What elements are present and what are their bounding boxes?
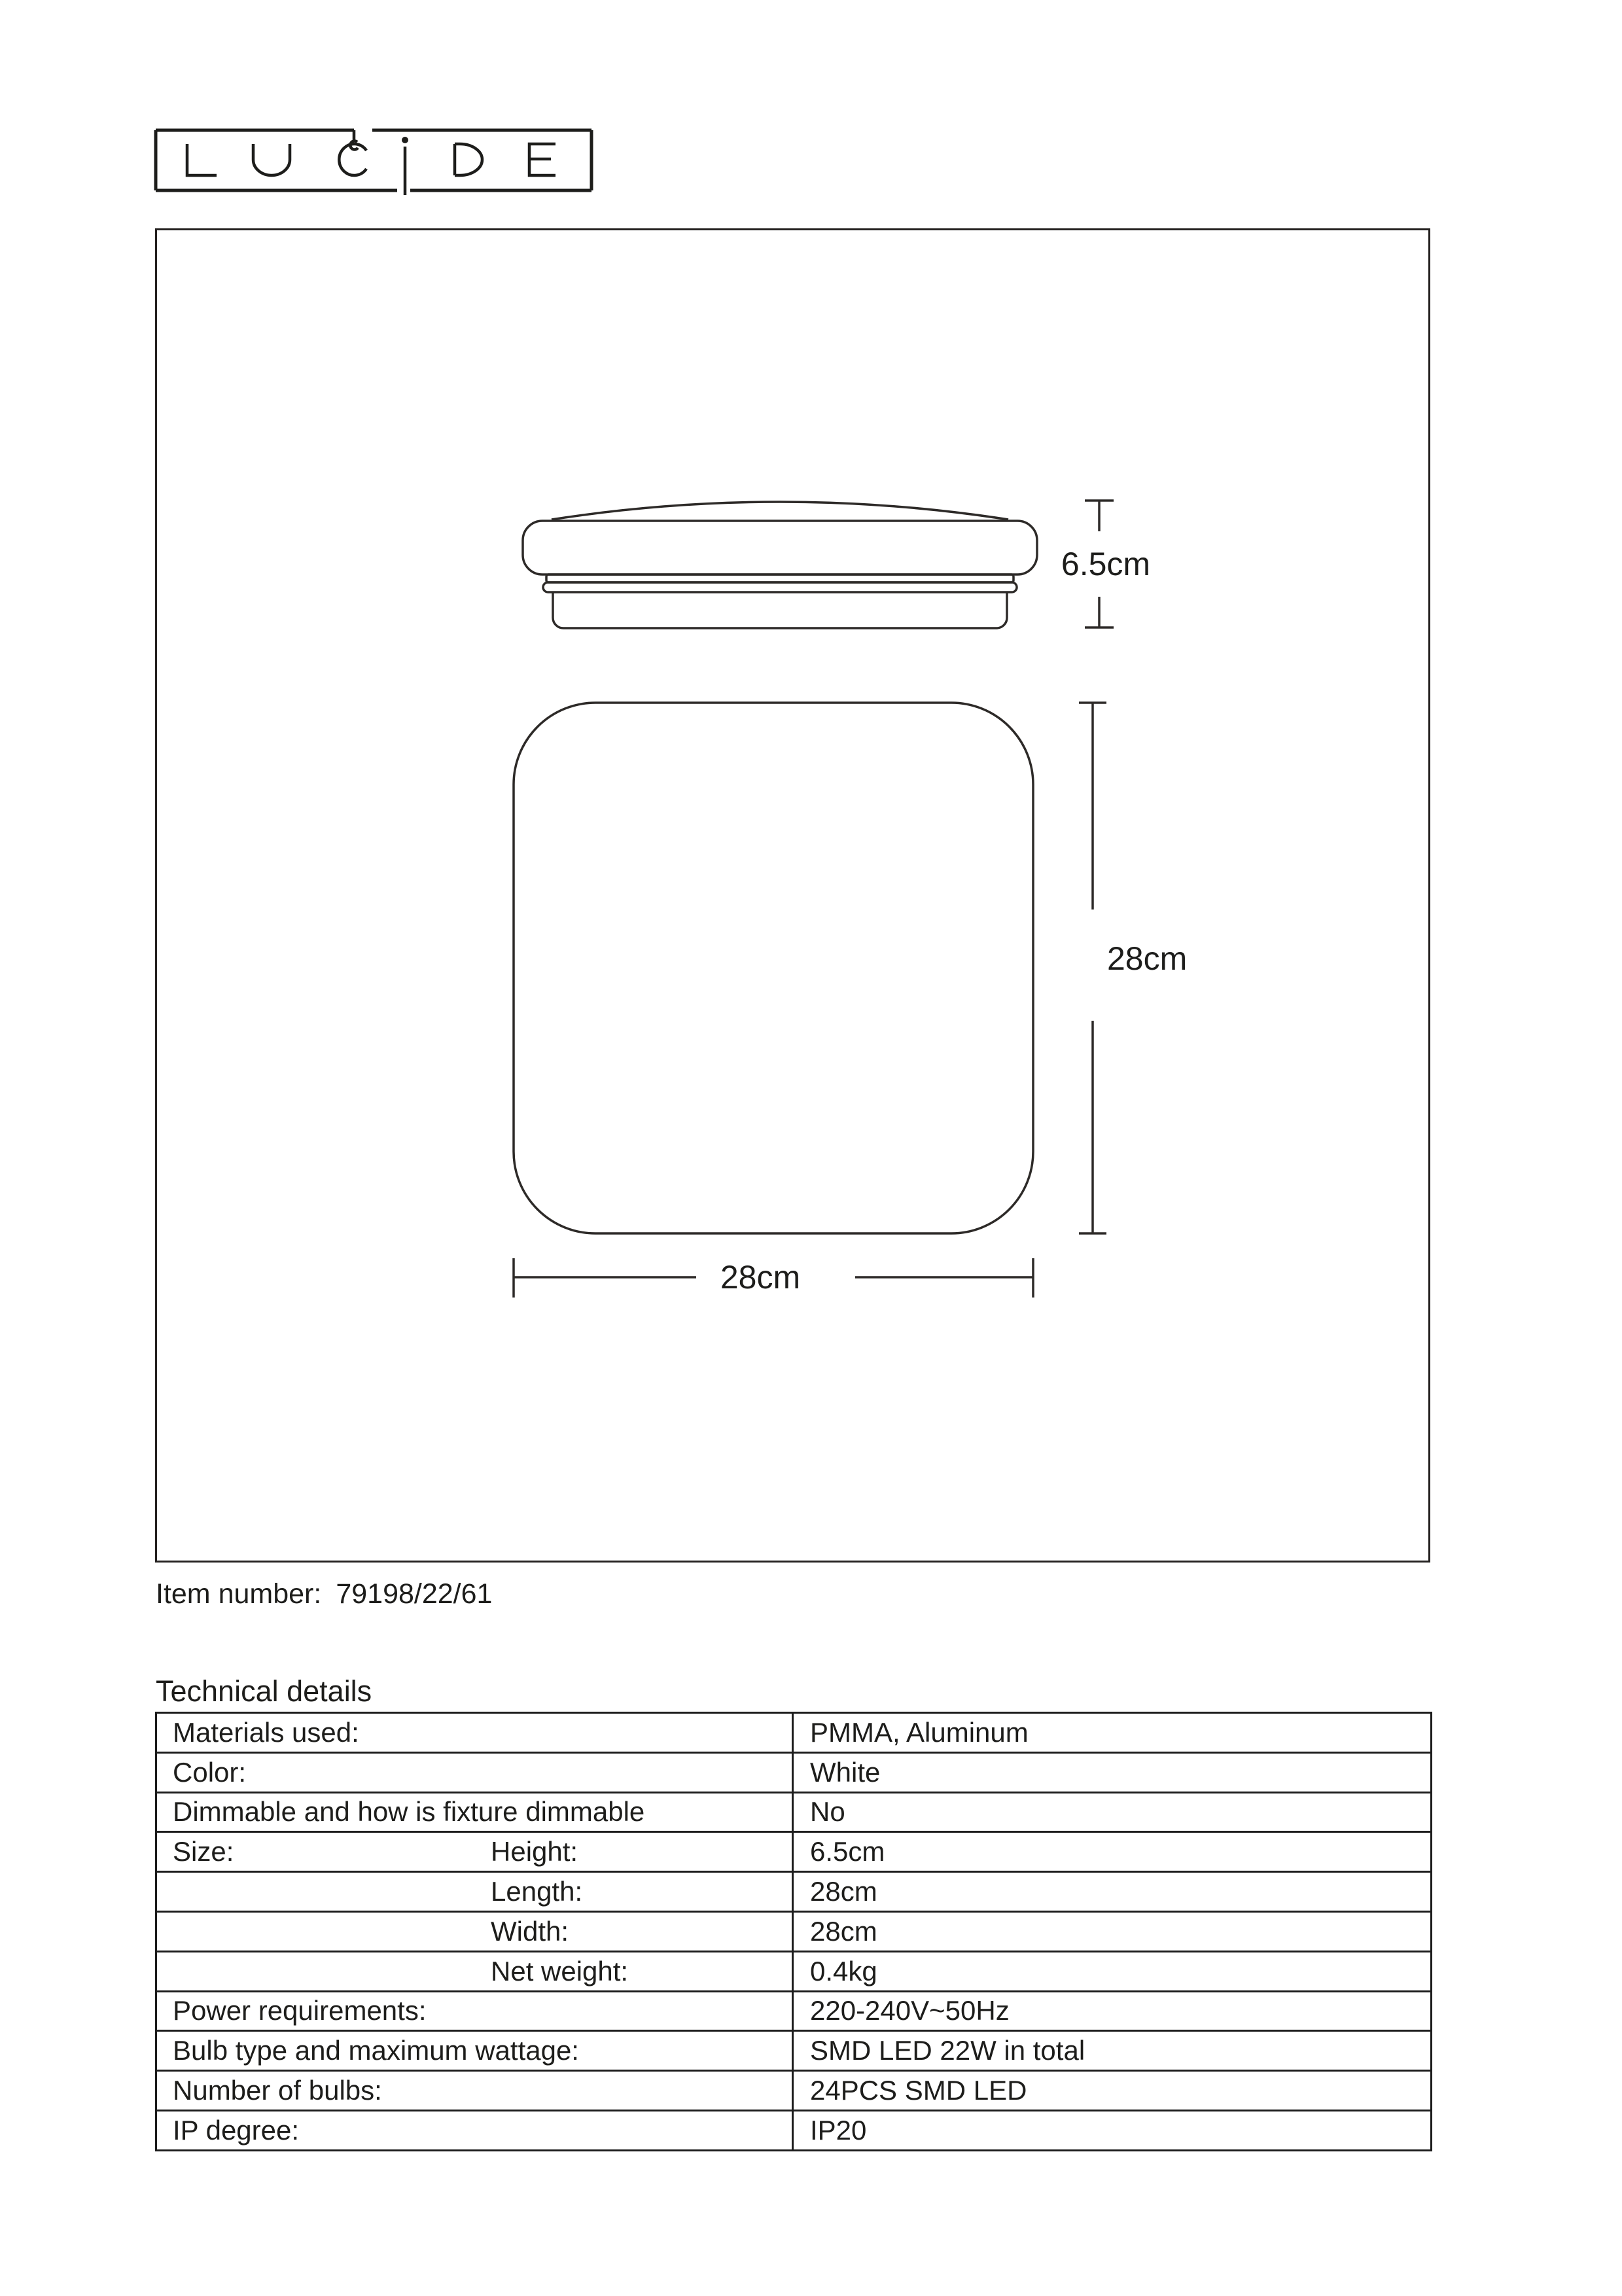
table-row (156, 1752, 1432, 1792)
dimension-label-depth: 28cm (1107, 940, 1188, 977)
table-row (156, 1991, 1432, 2031)
table-row (156, 1872, 1432, 1912)
product-drawing (155, 228, 1430, 1563)
spec-label-cell (156, 2071, 793, 2111)
spec-label-cell (156, 2031, 793, 2071)
spec-value-cell: 6.5cm (793, 1832, 1432, 1872)
spec-sublabel: Net weight: (491, 1955, 629, 1987)
spec-value-cell: 220-240V~50Hz (793, 1991, 1432, 2031)
table-row (156, 1911, 1432, 1951)
table-row (156, 2031, 1432, 2071)
spec-value-cell: 28cm (793, 1872, 1432, 1912)
spec-value-cell: SMD LED 22W in total (793, 2031, 1432, 2071)
technical-details-table (155, 1712, 1432, 2151)
table-row (156, 2071, 1432, 2111)
spec-sublabel: Height: (491, 1836, 578, 1867)
spec-label: Number of bulbs: (173, 2075, 382, 2106)
spec-label-cell (156, 1991, 793, 2031)
dimension-label-width: 28cm (720, 1259, 801, 1296)
brand-name (0, 0, 1, 1)
spec-label-cell (156, 1951, 793, 1991)
lucide-logo (152, 127, 595, 200)
spec-label-cell (156, 1872, 793, 1912)
dimension-label-height: 6.5cm (1061, 546, 1151, 582)
spec-label-cell (156, 1911, 793, 1951)
table-row (156, 1713, 1432, 1753)
spec-label: Power requirements: (173, 1995, 427, 2026)
spec-label: Size: (173, 1836, 234, 1867)
table-row (156, 1792, 1432, 1832)
spec-label-cell (156, 2110, 793, 2150)
spec-label-cell (156, 1713, 793, 1753)
top-view (514, 703, 1033, 1233)
spec-value-cell: 24PCS SMD LED (793, 2071, 1432, 2111)
spec-label: Color: (173, 1756, 247, 1788)
spec-label: IP degree: (173, 2114, 300, 2146)
spec-label-cell (156, 1792, 793, 1832)
spec-sublabel: Length: (491, 1876, 583, 1907)
spec-label: Bulb type and maximum wattage: (173, 2035, 579, 2066)
spec-label-cell (156, 1752, 793, 1792)
spec-value-cell: No (793, 1792, 1432, 1832)
spec-label: Materials used: (173, 1716, 359, 1748)
technical-details-heading: Technical details (156, 1674, 372, 1708)
spec-value-cell: 0.4kg (793, 1951, 1432, 1991)
spec-label: Dimmable and how is fixture dimmable (173, 1796, 645, 1828)
item-number-value: 79198/22/61 (336, 1578, 493, 1610)
depth-dimension-line (1079, 703, 1106, 1233)
spec-value-cell: IP20 (793, 2110, 1432, 2150)
item-number (156, 1576, 492, 1612)
item-number-label: Item number: (156, 1578, 322, 1610)
spec-value-cell: White (793, 1752, 1432, 1792)
side-view (523, 502, 1037, 628)
table-row (156, 1832, 1432, 1872)
spec-value-cell: PMMA, Aluminum (793, 1713, 1432, 1753)
spec-label-cell (156, 1832, 793, 1872)
spec-label (157, 1916, 173, 1947)
table-row (156, 1951, 1432, 1991)
table-row (156, 2110, 1432, 2150)
spec-label (157, 1876, 173, 1907)
spec-value-cell: 28cm (793, 1911, 1432, 1951)
spec-sublabel: Width: (491, 1915, 569, 1947)
spec-label (157, 1956, 173, 1987)
